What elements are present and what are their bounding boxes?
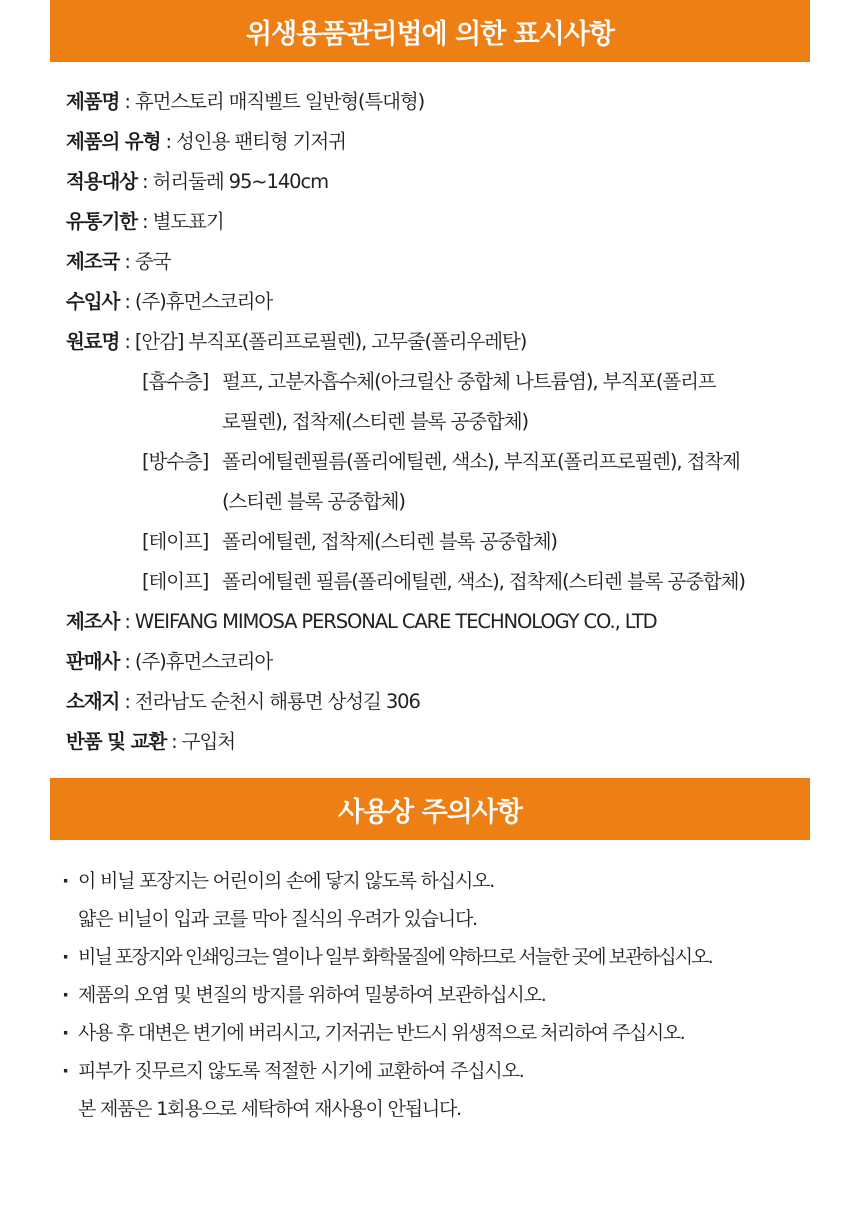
info-label: 수입사 <box>66 290 120 313</box>
info-separator: : <box>160 130 177 153</box>
caution-text: 사용 후 대변은 변기에 버리시고, 기저귀는 반드시 위생적으로 처리하여 주십시오. <box>78 1022 685 1044</box>
info-value: WEIFANG MIMOSA PERSONAL CARE TECHNOLOGY CO., LTD <box>134 610 657 633</box>
info-value: (주)휴먼스코리아 <box>134 290 273 313</box>
section-title: 사용상 주의사항 <box>338 796 522 828</box>
info-separator: : <box>166 730 182 753</box>
material-waterproof <box>66 442 846 482</box>
material-text: 폴리에틸렌 필름(폴리에틸렌, 색소), 접착제(스티렌 블록 공중합체) <box>222 570 745 593</box>
material-text: 폴리에틸렌, 접착제(스티렌 블록 공중합체) <box>222 530 557 553</box>
info-separator: : <box>119 330 135 353</box>
info-label: 판매사 <box>66 650 120 673</box>
info-separator: : <box>119 690 135 713</box>
info-separator: : <box>119 650 135 673</box>
caution-item <box>62 1052 852 1128</box>
bullet-icon: · <box>62 1022 69 1044</box>
info-row-target <box>66 162 846 202</box>
info-value: [안감] 부직포(폴리프로필렌), 고무줄(폴리우레탄) <box>134 330 527 353</box>
info-row-manufacturer <box>66 602 846 642</box>
caution-item <box>62 1014 852 1052</box>
section-header-labeling <box>50 0 810 62</box>
info-label: 원료명 <box>66 330 120 353</box>
material-tag: [방수층] <box>142 450 209 473</box>
info-row-product-name <box>66 82 846 122</box>
info-label: 제품의 유형 <box>66 130 161 153</box>
info-separator: : <box>136 170 153 193</box>
info-row-materials <box>66 322 846 362</box>
caution-text: 얇은 비닐이 입과 코를 막아 질식의 우려가 있습니다. <box>78 908 477 930</box>
info-value: 중국 <box>134 250 171 273</box>
material-tag: [테이프] <box>142 570 209 593</box>
info-label: 소재지 <box>66 690 120 713</box>
section-title: 위생용품관리법에 의한 표시사항 <box>246 18 614 50</box>
caution-text: 이 비닐 포장지는 어린이의 손에 닿지 않도록 하십시오. <box>78 870 495 892</box>
info-row-seller <box>66 642 846 682</box>
labeling-info <box>66 82 846 762</box>
material-text: 펄프, 고분자흡수체(아크릴산 중합체 나트륨염), 부직포(폴리프 <box>222 370 716 393</box>
caution-item <box>62 976 852 1014</box>
bullet-icon: · <box>62 946 69 968</box>
caution-text: 피부가 짓무르지 않도록 적절한 시기에 교환하여 주십시오. <box>78 1060 524 1082</box>
info-value: 휴먼스토리 매직벨트 일반형(특대형) <box>134 90 425 113</box>
caution-text: 제품의 오염 및 변질의 방지를 위하여 밀봉하여 보관하십시오. <box>78 984 546 1006</box>
material-text: 폴리에틸렌필름(폴리에틸렌, 색소), 부직포(폴리프로필렌), 접착제 <box>222 450 740 473</box>
info-value: 성인용 팬티형 기저귀 <box>176 130 346 153</box>
info-row-importer <box>66 282 846 322</box>
material-tag: [테이프] <box>142 530 209 553</box>
bullet-icon: · <box>62 870 69 892</box>
material-tape-2 <box>66 562 846 602</box>
material-waterproof-cont <box>66 482 846 522</box>
info-separator: : <box>119 290 135 313</box>
info-label: 반품 및 교환 <box>66 730 167 753</box>
material-absorbent <box>66 362 846 402</box>
info-row-country <box>66 242 846 282</box>
info-label: 유통기한 <box>66 210 137 233</box>
info-separator: : <box>136 210 153 233</box>
caution-text: 본 제품은 1회용으로 세탁하여 재사용이 안됩니다. <box>78 1098 462 1120</box>
material-text: 로필렌), 접착제(스티렌 블록 공중합체) <box>222 410 528 433</box>
info-label: 제조사 <box>66 610 120 633</box>
info-separator: : <box>119 250 135 273</box>
info-label: 제조국 <box>66 250 120 273</box>
material-absorbent-cont <box>66 402 846 442</box>
info-value: (주)휴먼스코리아 <box>134 650 273 673</box>
material-tape-1 <box>66 522 846 562</box>
caution-item <box>62 938 852 976</box>
info-separator: : <box>119 610 135 633</box>
info-separator: : <box>119 90 135 113</box>
caution-text: 비닐 포장지와 인쇄잉크는 열이나 일부 화학물질에 약하므로 서늘한 곳에 보관하십시오. <box>78 946 712 968</box>
bullet-icon: · <box>62 984 69 1006</box>
info-value: 별도표기 <box>152 210 224 233</box>
info-row-returns <box>66 722 846 762</box>
info-value: 전라남도 순천시 해룡면 상성길 306 <box>134 690 420 713</box>
caution-list <box>62 862 852 1128</box>
info-value: 구입처 <box>181 730 235 753</box>
bullet-icon: · <box>62 1060 69 1082</box>
material-text: (스티렌 블록 공중합체) <box>222 490 405 513</box>
caution-item <box>62 862 852 938</box>
info-row-product-type <box>66 122 846 162</box>
info-row-address <box>66 682 846 722</box>
info-row-expiry <box>66 202 846 242</box>
material-tag: [흡수층] <box>142 370 209 393</box>
section-header-cautions <box>50 778 810 840</box>
info-label: 제품명 <box>66 90 120 113</box>
info-value: 허리둘레 95~140cm <box>152 170 328 193</box>
info-label: 적용대상 <box>66 170 137 193</box>
